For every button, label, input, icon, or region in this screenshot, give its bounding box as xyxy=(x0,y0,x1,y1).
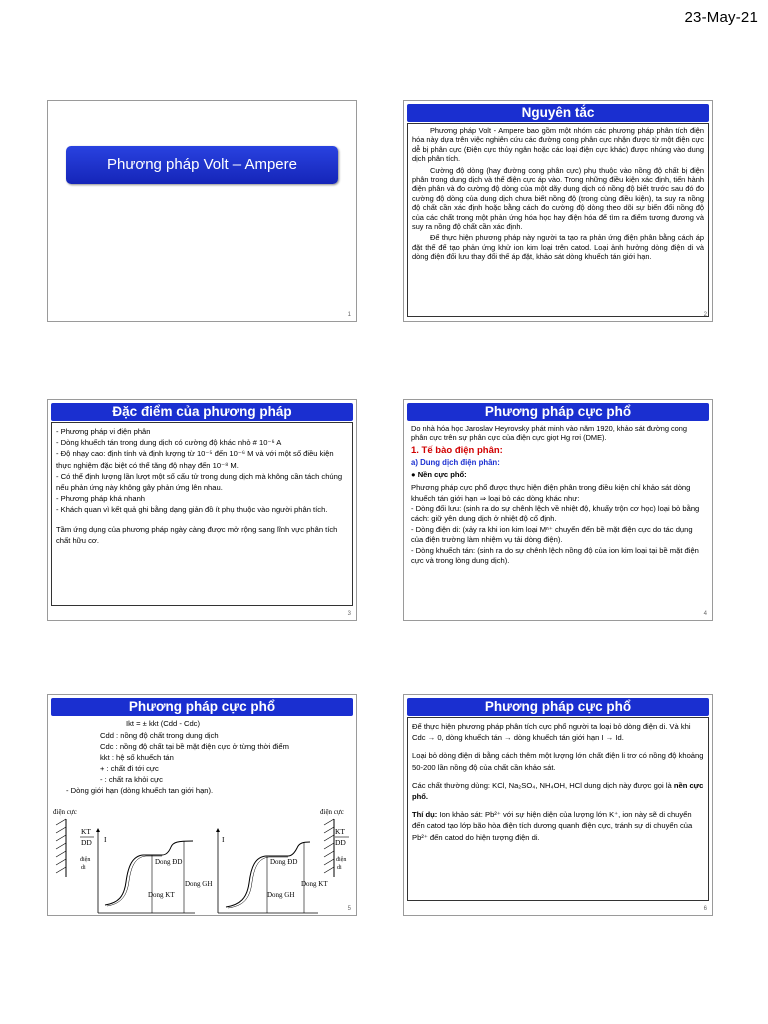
slide-3 xyxy=(47,399,357,621)
paragraph: Loại bỏ dòng điện di bằng cách thêm một lượng lớn chất điện li trơ có nồng độ khoảng 50-200 lần nồng độ của chất cần khảo sát. xyxy=(412,751,704,772)
paragraph: Để thực hiện phương pháp này người ta tạo ra phản ứng điện phân bằng cách áp đặt thế để tạo phản ứng khử ion kim loại trên catod. Loại ảnh hưởng dòng điện di và dòng điện đối lưu thay đổi thế áp đặt, khảo sát dòng khuếch tán giới hạn. xyxy=(412,233,704,262)
list-item: - Độ nhạy cao: định tính và định lượng từ 10⁻⁵ đến 10⁻⁶ M và với một số điều kiện thực nghiệm đặc biệt có thể tăng độ nhạy đến 10⁻⁸ M. xyxy=(56,449,334,470)
kt-label: KT xyxy=(81,827,91,836)
intro-text: Do nhà hóa học Jaroslav Heyrovsky phát minh vào năm 1920, khảo sát đường cong phân cực trên sự phân cực của điện cực giọt Hg rơi (DME). xyxy=(411,424,688,443)
slide-header: Nguyên tắc xyxy=(407,104,709,122)
diffusion-diagram xyxy=(48,797,357,916)
list-item: - Dòng điện di: (xảy ra khi ion kim loại Mⁿ⁺ chuyển đến bề mặt điện cực do tác dụng của điện trường làm nhiệm vụ tải dòng điện). xyxy=(411,524,693,545)
definition-item: - : chất ra khỏi cực xyxy=(100,775,163,784)
formula xyxy=(126,719,200,728)
dien-di-label: di xyxy=(81,865,86,871)
slide-header: Phương pháp cực phổ xyxy=(51,698,353,716)
limit-text: - Dòng giới hạn (dòng khuếch tan giới hạn). xyxy=(66,786,214,795)
list-item: Phương pháp cực phổ được thực hiện điện phân trong điều kiện chỉ khảo sát dòng khuếch tán giới hạn ⇒ loại bỏ các dòng khác như: xyxy=(411,483,691,503)
slide-1 xyxy=(47,100,357,322)
definition-item: Cdd : nồng độ chất trong dung dịch xyxy=(100,731,219,740)
paragraph-text: Ion khảo sát: Pb²⁺ với sự hiện diện của lượng lớn K⁺, ion này sẽ di chuyển đến catod tạo lớp bão hòa điện tích dương quanh điện cực, tránh sự di chuyển của Pb²⁺ đến catod do hiện tượng điện di. xyxy=(412,810,693,842)
current-axis-label: I xyxy=(222,835,225,844)
definition-item: kkt : hệ số khuếch tán xyxy=(100,753,174,762)
dien-di-label: di xyxy=(337,865,342,871)
list-item: - Phương pháp khá nhanh xyxy=(56,494,146,504)
paragraph xyxy=(412,809,704,843)
dong-dd-label: Dong ĐD xyxy=(270,858,298,866)
definition-item: + : chất đi tới cực xyxy=(100,764,159,773)
dd-label: DD xyxy=(81,838,92,847)
slide-body xyxy=(407,422,709,606)
slide-body xyxy=(407,123,709,317)
paragraph: Để thực hiện phương pháp phân tích cực phổ người ta loại bỏ dòng điện di. Và khi Cdc → 0, dòng khuếch tán → dòng khuếch tán giới hạn I → Id. xyxy=(412,722,691,743)
dong-kt-label: Dong KT xyxy=(301,880,328,888)
slide-header: Đặc điểm của phương pháp xyxy=(51,403,353,421)
page-number: 4 xyxy=(703,611,707,617)
slide-body xyxy=(407,717,709,901)
list-item: - Có thể định lượng lần lượt một số cấu tử trong dung dịch mà không cần tách chúng nếu phản ứng này không gây phản ứng lên nhau. xyxy=(56,471,343,493)
slide-5 xyxy=(47,694,357,916)
slide-header: Phương pháp cực phổ xyxy=(407,403,709,421)
page-number: 2 xyxy=(703,312,707,318)
formula-text: Ikt = ± kkt (Cdd - Cdc) xyxy=(126,719,201,728)
paragraph: Cường độ dòng (hay đường cong phân cực) phụ thuộc vào nồng độ chất bị điện phân trong dung dịch và thế điện cực áp vào. Trong những điều kiện xác định, tiến hành điện phân và đo cường độ dòng của một dãy dung dịch có nồng độ biết trước sau đó đo cường độ dòng của dung dịch chưa biết nồng độ (trong cùng điều kiện), ta suy ra nồng độ chất cần xác định hoặc bằng cách đo cường độ dòng theo dõi sự biến đổi nồng độ của các chất trong một phản ứng hóa học hay điện hóa để tìm ra điểm tương đương và suy ra nồng độ chất cần xác định. xyxy=(412,165,704,232)
slide-title: Phương pháp Volt – Ampere xyxy=(66,146,338,184)
list-item: - Dòng khuếch tán trong dung dịch có cường độ khác nhỏ # 10⁻⁶ A xyxy=(56,438,282,448)
emphasis-text: nền cực phổ. xyxy=(412,780,704,802)
slide-4 xyxy=(403,399,713,621)
paragraph xyxy=(412,780,704,802)
slide-header: Phương pháp cực phổ xyxy=(407,698,709,716)
list-item: Tầm ứng dụng của phương pháp ngày càng được mở rộng sang lĩnh vực phân tích chất hữu cơ. xyxy=(56,524,338,545)
date-label: 23-May-21 xyxy=(684,9,758,26)
electrode-label: điện cực xyxy=(53,808,77,816)
dd-label: DD xyxy=(335,838,346,847)
slide-2 xyxy=(403,100,713,322)
slide-6 xyxy=(403,694,713,916)
paragraph-text: Các chất thường dùng: KCl, Na₂SO₄, NH₄OH, HCl dung dịch này được gọi là xyxy=(412,780,674,790)
list-item: - Dòng đối lưu: (sinh ra do sự chênh lệch về nhiệt độ, khuấy trộn cơ học) loại bỏ bằng cách: giữ yên dung dịch ở nhiệt độ cố định. xyxy=(411,504,700,524)
dong-kt-label: Dong KT xyxy=(148,891,175,899)
list-item: - Khách quan vì kết quả ghi bằng dạng giản đồ ít phụ thuộc vào người phân tích. xyxy=(56,505,328,515)
section-heading: 1. Tế bào điện phân: xyxy=(411,444,503,456)
dong-gh-label: Dong GH xyxy=(267,891,295,899)
current-axis-label: I xyxy=(104,835,107,844)
subsection-heading: a) Dung dịch điện phân: xyxy=(411,457,500,467)
slide-body xyxy=(51,422,353,606)
definitions xyxy=(100,730,289,785)
list-item: - Phương pháp vi điện phân xyxy=(56,427,151,436)
kt-label: KT xyxy=(335,827,345,836)
dien-di-label: điện xyxy=(336,857,347,863)
page-number: 5 xyxy=(347,906,351,912)
example-label: Thí dụ: xyxy=(412,810,440,820)
dong-dd-label: Dong ĐD xyxy=(155,858,183,866)
page-number: 1 xyxy=(347,312,351,318)
page-number: 3 xyxy=(347,611,351,617)
dien-di-label: điện xyxy=(80,857,91,863)
dong-gh-label: Dong GH xyxy=(185,880,213,888)
page-number: 6 xyxy=(703,906,707,912)
electrode-label: điện cực xyxy=(320,808,344,816)
definition-item: Cdc : nồng độ chất tại bề mặt điện cực ở từng thời điểm xyxy=(100,742,289,751)
paragraph: Phương pháp Volt - Ampere bao gồm một nhóm các phương pháp phân tích điện hóa này dựa trên việc nghiên cứu các đường cong phân cực nhận được từ một điện cực dễ bị phân cực (Điện cực thủy ngân hoặc các loại điện cực khác) được nhúng vào dung dịch phân tích. xyxy=(412,126,704,164)
list-item: - Dòng khuếch tán: (sinh ra do sự chênh lệch nồng độ của ion kim loại tại bề mặt điện cực và trong lòng dung dịch). xyxy=(411,545,699,566)
bullet-heading: ● Nền cực phổ: xyxy=(411,469,467,479)
